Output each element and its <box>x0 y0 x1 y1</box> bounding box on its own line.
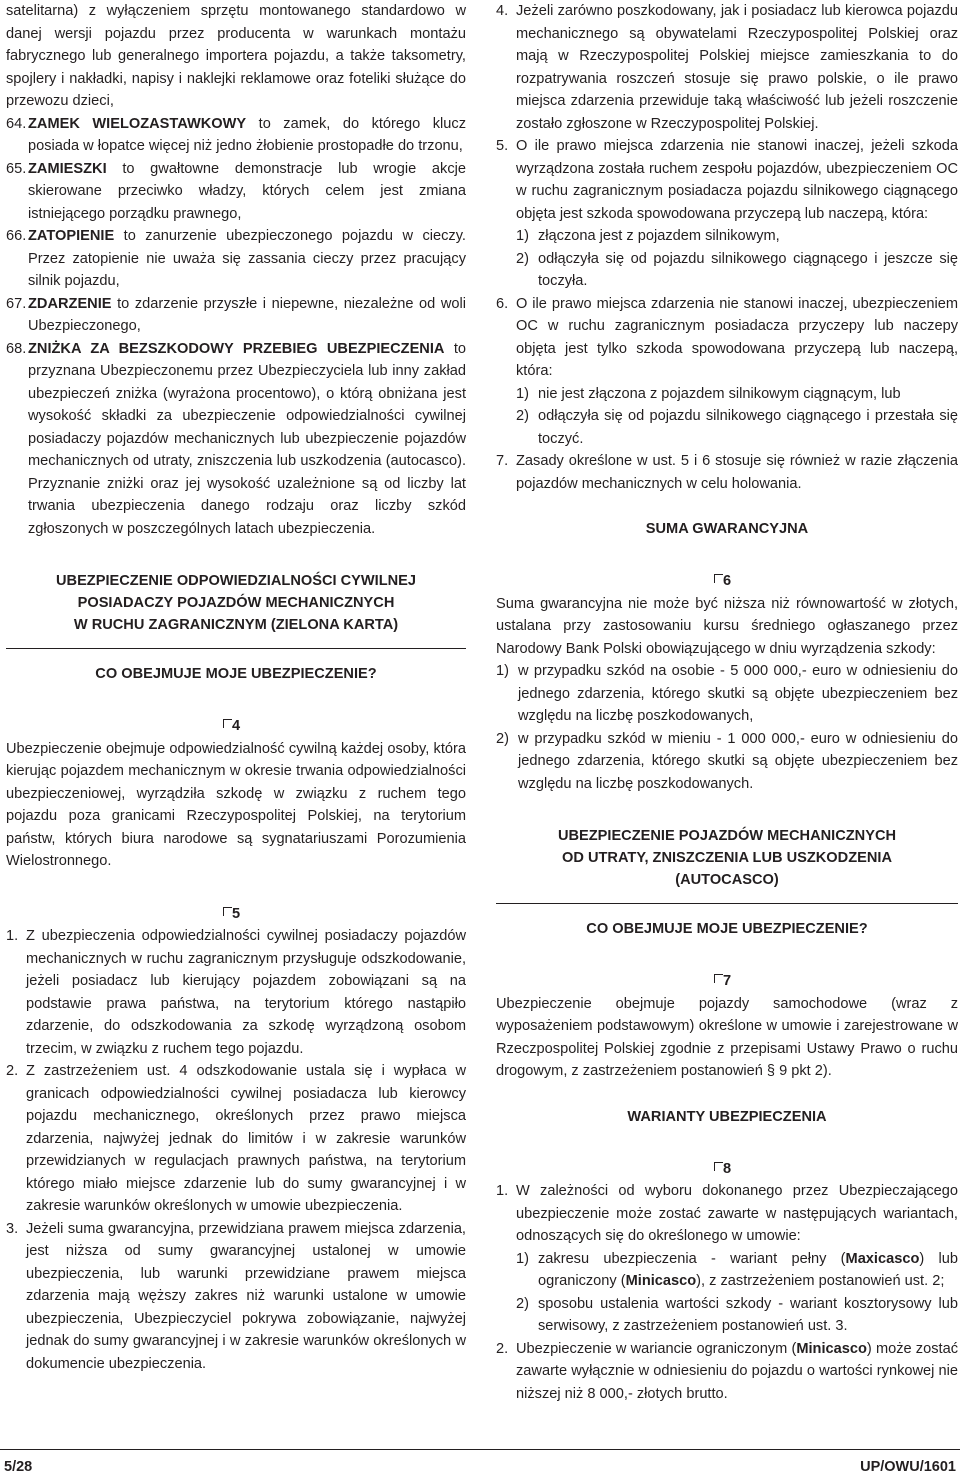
intro-paragraph: satelitarna) z wyłączeniem sprzętu montowanego standardowo w danej wersji pojazdu przez producenta w warunkach montażu fabrycznego lub generalnego importera pojazdu, a także taksometry, spojlery i nakładki, napisy i naklejki reklamowe oraz foteliki służące do przewozu dzieci, <box>6 3 466 109</box>
definition-term: ZAMEK WIELOZASTAWKOWY <box>28 115 247 132</box>
section-heading-line: UBEZPIECZENIE POJAZDÓW MECHANICZNYCH <box>557 828 897 844</box>
question-heading: CO OBEJMUJE MOJE UBEZPIECZENIE? <box>586 921 868 937</box>
variant-name: Minicasco <box>796 1340 867 1357</box>
item-text: Ubezpieczenie w wariancie ograniczonym ( <box>516 1340 797 1357</box>
subitem-text: w przypadku szkód na osobie - 5 000 000,- euro w odniesieniu do jednego zdarzenia, którego skutki są objęte ubezpieczeniem bez względu na liczbę poszkodowanych, <box>518 663 958 724</box>
p5-item-6 <box>496 293 958 383</box>
p5-item-6-sub-2 <box>496 405 958 450</box>
paragraph-number-label: 7 <box>723 970 731 993</box>
left-column <box>6 0 466 1375</box>
p5-item-5-sub-1 <box>496 225 958 248</box>
p6-sub-2 <box>496 728 958 796</box>
definition-67 <box>6 293 466 338</box>
definition-66 <box>6 225 466 293</box>
p5-item-5-sub-2 <box>496 248 958 293</box>
subitem-text: odłączyła się od pojazdu silnikowego ciągnącego i przestała się toczyć. <box>538 408 958 447</box>
section-heading-line: POSIADACZY POJAZDÓW MECHANICZNYCH <box>77 595 395 611</box>
definition-number: 64. <box>6 115 27 132</box>
p6-sub-1 <box>496 660 958 728</box>
item-text: Z zastrzeżeniem ust. 4 odszkodowanie ustala się i wypłaca w granicach odpowiedzialności cywilnej posiadacza lub kierowcy pojazdu mechanicznego, określonych przez prawo miejsca zdarzenia, najwyżej jednak do limitów i w zakresie warunków przewidzianych w regulacjach prawnych państwa, na terytorium którego miało miejsce zdarzenie lub do sumy gwarancyjnej i w zakresie warunków określonych w umowie ubezpieczenia. <box>26 1063 466 1214</box>
item-text: O ile prawo miejsca zdarzenia nie stanowi inaczej, ubezpieczeniem OC w ruchu zagranicznym posiadacza przyczepy lub naczepy objęta jest tylko szkoda spowodowana przyczepą lub naczepą, która: <box>516 295 958 379</box>
paragraph-number <box>6 715 466 738</box>
subitem-text: w przypadku szkód w mieniu - 1 000 000,- euro w odniesieniu do jednego zdarzenia, którego skutki są objęte ubezpieczeniem bez względu na liczbę poszkodowanych. <box>518 730 958 792</box>
item-number: 4. <box>496 3 509 19</box>
definition-68 <box>6 338 466 541</box>
paragraph-number-label: 8 <box>723 1158 731 1181</box>
p5-item-6-sub-1 <box>496 383 958 406</box>
item-number: 7. <box>496 453 509 469</box>
subitem-number: 1) <box>496 663 509 679</box>
item-number: 5. <box>496 138 509 154</box>
subitem-text: ), z zastrzeżeniem postanowień ust. 2; <box>696 1273 945 1289</box>
subitem-number: 2) <box>516 1295 529 1312</box>
section-heading-line: (AUTOCASCO) <box>675 872 779 888</box>
definition-text: to zamek, do którego klucz posiada w łopatce więcej niż jedno żłobienie prostopadłe do trzonu, <box>28 115 466 154</box>
item-text: W zależności od wyboru dokonanego przez Ubezpieczającego ubezpieczenie może zostać zawarte w następujących wariantach, odnoszących się do określonego w umowie: <box>516 1183 958 1244</box>
item-text: Z ubezpieczenia odpowiedzialności cywilnej posiadaczy pojazdów mechanicznych w ruchu zagranicznym przysługuje odszkodowanie, jeżeli posiadacz lub kierujący pojazdem zobowiązani są na podstawie prawa państwa, na terytorium którego nastąpiło zdarzenie, do odszkodowania za szkodę wyrządzoną osobom trzecim, w związku z ruchem tego pojazdu. <box>26 928 466 1057</box>
paragraph-number <box>496 1158 958 1181</box>
footer-divider <box>0 1449 960 1450</box>
subitem-number: 2) <box>516 250 529 267</box>
definition-term: ZATOPIENIE <box>28 228 115 244</box>
subitem-number: 1) <box>516 228 529 244</box>
p8-item-1 <box>496 1180 958 1248</box>
item-number: 1. <box>6 928 19 944</box>
p5-item-5 <box>496 135 958 225</box>
suma-gwarancyjna-heading: SUMA GWARANCYJNA <box>645 521 809 537</box>
paragraph-4-text: Ubezpieczenie obejmuje odpowiedzialność cywilną każdej osoby, która kierując pojazdem mechanicznym w okresie trwania odpowiedzialności ubezpieczeniowej, wyrządziła szkodę w związku z ruchem tego pojazdu poza granicami Rzeczypospolitej Polskiej, na terytorium państw, których biura narodowe są sygnatariuszami Porozumienia Wielostronnego. <box>6 740 466 869</box>
subitem-number: 2) <box>516 408 529 424</box>
item-text: Zasady określone w ust. 5 i 6 stosuje się również w razie złączenia pojazdów mechanicznych w celu holowania. <box>516 453 958 492</box>
definition-number: 67. <box>6 295 27 312</box>
item-text: Jeżeli suma gwarancyjna, przewidziana prawem miejsca zdarzenia, jest niższa od sumy gwarancyjnej ustalonej w umowie ubezpieczenia, lub warunki przewidziane prawem miejsca zdarzenia mają węższy zakres niż warunki ustalone w umowie ubezpieczenia, Ubezpieczyciel pokrywa zobowiązanie, najwyżej jednak do sumy gwarancyjnej i w zakresie warunków określonych w dokumencie ubezpieczenia. <box>26 1220 466 1372</box>
p5-item-4 <box>496 0 958 135</box>
item-text: O ile prawo miejsca zdarzenia nie stanowi inaczej, jeżeli szkoda wyrządzona została ruchem zespołu pojazdów, ubezpieczeniem OC w ruchu zagranicznym posiadacza pojazdu silnikowego ciągnącego objęta jest szkoda spowodowana przyczepą lub naczepą, która: <box>516 138 958 222</box>
definitions-list <box>6 113 466 541</box>
definition-number: 68. <box>6 340 27 357</box>
subitem-number: 1) <box>516 1250 529 1267</box>
item-number: 1. <box>496 1183 509 1199</box>
paragraph-number-label: 5 <box>232 903 240 926</box>
paragraph-number-label: 6 <box>723 570 731 593</box>
subitem-text: nie jest złączona z pojazdem silnikowym ciągnącym, lub <box>538 385 901 402</box>
definition-number: 66. <box>6 228 27 244</box>
document-code: UP/OWU/1601 <box>860 1459 956 1475</box>
item-number: 6. <box>496 295 509 312</box>
page-number: 5/28 <box>4 1459 33 1475</box>
definition-text: to gwałtowne demonstracje lub wrogie akcje skierowane przeciwko władzy, których celem jest zmiana istniejącego porządku prawnego, <box>28 160 466 222</box>
item-number: 3. <box>6 1220 19 1237</box>
definition-term: ZDARZENIE <box>28 295 112 312</box>
p5-item-3 <box>6 1218 466 1376</box>
subitem-number: 1) <box>516 385 529 402</box>
p5-item-1 <box>6 925 466 1060</box>
item-text: Jeżeli zarówno poszkodowany, jak i posiadacz lub kierowca pojazdu mechanicznego są obywatelami Rzeczypospolitej Polskiej oraz mają w Rzeczypospolitej Polskiej miejsce zamieszkania to do rozpatrywania roszczeń stosuje się prawo polskie, o ile prawo miejsca zdarzenia przewiduje taką właściwość lub jeżeli roszczenie zostało zgłoszone w Rzeczypospolitej Polskiej. <box>516 3 958 132</box>
right-column <box>496 0 958 1405</box>
definition-term: ZAMIESZKI <box>28 160 107 177</box>
subitem-text: ) lub ograniczony ( <box>538 1250 958 1289</box>
subitem-text: odłączyła się od pojazdu silnikowego ciągnącego i jeszcze się toczyła. <box>538 250 958 289</box>
p8-item-2 <box>496 1338 958 1406</box>
subitem-text: zakresu ubezpieczenia - wariant pełny ( <box>538 1250 846 1267</box>
subitem-text: sposobu ustalenia wartości szkody - wariant kosztorysowy lub serwisowy, z zastrzeżeniem postanowień ust. 3. <box>538 1295 958 1334</box>
section-heading-line: OD UTRATY, ZNISZCZENIA LUB USZKODZENIA <box>562 850 892 866</box>
definition-65 <box>6 158 466 226</box>
paragraph-number <box>496 970 958 993</box>
item-number: 2. <box>496 1340 509 1357</box>
definition-text: to przyznana Ubezpieczonemu przez Ubezpieczyciela lub inny zakład ubezpieczeń zniżka (wyrażona procentowo), o którą obniżana jest wysokość składki za ubezpieczenie odpowiedzialności cywilnej posiadaczy pojazdów mechanicznych lub ubezpieczenie pojazdów mechanicznych od utraty, zniszczenia lub uszkodzenia (autocasco). Przyznanie zniżki oraz jej wysokość uzależnione są od liczby lat trwania ubezpieczenia danego rodzaju oraz liczby szkód zgłoszonych w poszczególnych latach ubezpieczenia. <box>28 340 466 537</box>
section-heading-line: UBEZPIECZENIE ODPOWIEDZIALNOŚCI CYWILNEJ <box>56 573 416 589</box>
p8-item-1-sub-1 <box>496 1248 958 1293</box>
paragraph-7-text: Ubezpieczenie obejmuje pojazdy samochodowe (wraz z wyposażeniem podstawowym) określone w umowie i zarejestrowane w Rzeczpospolitej Polskiej zgodnie z przepisami Ustawy Prawo o ruchu drogowym, z zastrzeżeniem postanowień § 9 pkt 2). <box>496 995 958 1079</box>
p8-item-1-sub-2 <box>496 1293 958 1338</box>
p5-item-7 <box>496 450 958 495</box>
definition-64 <box>6 113 466 158</box>
variant-name: Minicasco <box>625 1273 697 1289</box>
paragraph-number <box>6 903 466 926</box>
paragraph-6-text: Suma gwarancyjna nie może być niższa niż równowartość w złotych, ustalana przy zastosowaniu kursu średniego ogłaszanego przez Narodowy Bank Polski obowiązującego w dniu wyrządzenia szkody: <box>496 595 958 657</box>
section-heading-autocasco <box>496 825 958 891</box>
warianty-heading: WARIANTY UBEZPIECZENIA <box>627 1108 827 1125</box>
subitem-number: 2) <box>496 730 509 747</box>
paragraph-number <box>496 570 958 593</box>
p5-item-2 <box>6 1060 466 1218</box>
item-number: 2. <box>6 1063 19 1079</box>
item-text: ) może zostać zawarte wyłącznie w odniesieniu do pojazdu o wartości rynkowej nie niższej niż 8 000,- złotych brutto. <box>516 1340 958 1402</box>
question-heading: CO OBEJMUJE MOJE UBEZPIECZENIE? <box>95 666 377 682</box>
definition-number: 65. <box>6 160 27 177</box>
definition-text: to zdarzenie przyszłe i niepewne, niezależne od woli Ubezpieczonego, <box>28 295 466 334</box>
paragraph-number-label: 4 <box>232 715 240 738</box>
subitem-text: złączona jest z pojazdem silnikowym, <box>538 228 780 244</box>
definition-text: to zanurzenie ubezpieczonego pojazdu w cieczy. Przez zatopienie nie uważa się zassania cieczy przez pracujący silnik pojazdu, <box>28 228 466 289</box>
variant-name: Maxicasco <box>845 1250 920 1267</box>
section-heading-line: W RUCHU ZAGRANICZNYM (ZIELONA KARTA) <box>73 617 399 633</box>
section-heading-oc-zielona-karta <box>6 570 466 636</box>
definition-term: ZNIŻKA ZA BEZSZKODOWY PRZEBIEG UBEZPIECZENIA <box>28 340 445 357</box>
